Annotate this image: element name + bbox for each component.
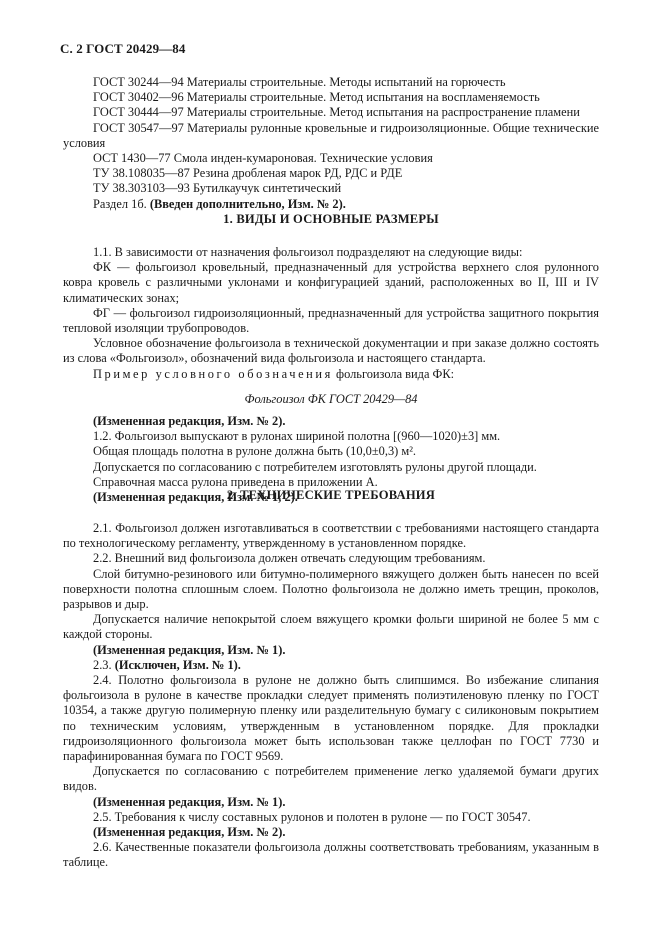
excluded-note: (Исключен, Изм. № 1). xyxy=(114,657,241,672)
edition-note: (Измененная редакция, Изм. № 1). xyxy=(93,642,286,657)
reference-item: ГОСТ 30244—94 Материалы строительные. Методы испытаний на горючесть xyxy=(93,75,506,89)
paragraph: 2.6. Качественные показатели фольгоизола должны соответствовать требованиям, указанным в таблице. xyxy=(63,840,599,870)
paragraph: Условное обозначение фольгоизола в технической документации и при заказе должно состоять из слова «Фольгоизол», обозначений вида фольгоизола и настоящего стандарта. xyxy=(63,336,599,366)
reference-item: ТУ 38.108035—87 Резина дробленая марок РД, РДС и РДЕ xyxy=(93,166,403,181)
spaced-text: Пример условного обозначения xyxy=(93,366,333,381)
paragraph: 2.1. Фольгоизол должен изготавливаться в соответствии с требованиями настоящего стандарта по технологическому регламенту, утвержденному в установленном порядке. xyxy=(63,521,599,551)
edition-note: (Измененная редакция, Изм. № 2). xyxy=(93,825,286,840)
section-2-body xyxy=(63,521,599,871)
references-list xyxy=(63,75,599,212)
section-1 xyxy=(63,212,599,227)
reference-item: ГОСТ 30402—96 Материалы строительные. Метод испытания на воспламеняемость xyxy=(93,90,540,105)
edition-note: (Измененная редакция, Изм. № 1). xyxy=(93,794,286,809)
paragraph: Допускается наличие непокрытой слоем вяжущего кромки фольги шириной не более 5 мм с каждой стороны. xyxy=(63,612,599,642)
paragraph: 1.2. Фольгоизол выпускают в рулонах шириной полотна [(960—1020)±3] мм. xyxy=(93,429,501,444)
paragraph: 2.5. Требования к числу составных рулонов и полотен в рулоне — по ГОСТ 30547. xyxy=(93,809,531,824)
section-1-title: 1. ВИДЫ И ОСНОВНЫЕ РАЗМЕРЫ xyxy=(223,212,439,226)
section-note-prefix: Раздел 1б. xyxy=(93,196,150,211)
section-note-bold: (Введен дополнительно, Изм. № 2). xyxy=(149,196,346,211)
paragraph: Слой битумно-резинового или битумно-полимерного вяжущего должен быть нанесен по всей поверхности полотна сплошным слоем. Полотно фольгоизола не должно иметь трещин, проколов, разрывов и дыр. xyxy=(63,566,599,612)
paragraph xyxy=(63,658,599,673)
paragraph: ФГ — фольгоизол гидроизоляционный, предназначенный для устройства защитного покрытия тепловой изоляции трубопроводов. xyxy=(63,305,599,336)
section-2-title: 2. ТЕХНИЧЕСКИЕ ТРЕБОВАНИЯ xyxy=(226,488,436,502)
paragraph: Общая площадь полотна в рулоне должна быть (10,0±0,3) м². xyxy=(93,444,417,459)
page-header: С. 2 ГОСТ 20429—84 xyxy=(60,41,186,56)
edition-note: (Измененная редакция, Изм. № 1, 2). xyxy=(93,490,298,505)
designation-example: Фольгоизол ФК ГОСТ 20429—84 xyxy=(244,391,418,406)
reference-item: ТУ 38.303103—93 Бутилкаучук синтетический xyxy=(93,181,342,196)
edition-note: (Измененная редакция, Изм. № 2). xyxy=(93,414,286,429)
paragraph: Допускается по согласованию с потребителем применение легко удаляемой бумаги других видов. xyxy=(63,764,599,794)
paragraph: ФК — фольгоизол кровельный, предназначенный для устройства верхнего слоя рулонного ковра кровель с различными уклонами и конфигурацией зданий, расположенных во II, III и IV климатических зонах; xyxy=(63,260,599,305)
paragraph: Справочная масса рулона приведена в приложении А. xyxy=(93,474,378,489)
reference-item: ГОСТ 30444—97 Материалы строительные. Метод испытания на распространение пламени xyxy=(93,105,580,120)
paragraph xyxy=(63,367,599,382)
reference-item: ГОСТ 30547—97 Материалы рулонные кровельные и гидроизоляционные. Общие технические условия xyxy=(63,120,599,150)
section-1-body xyxy=(63,245,599,505)
section-2 xyxy=(63,488,599,503)
paragraph-rest: фольгоизола вида ФК: xyxy=(332,366,455,381)
paragraph: Допускается по согласованию с потребителем изготовлять рулоны другой площади. xyxy=(93,459,537,474)
paragraph: 2.4. Полотно фольгоизола в рулоне не должно быть слипшимся. Во избежание слипания фольгоизола в рулоне в качестве прокладки следует применять полиэтиленовую пленку по ГОСТ 10354, а также другую полимерную пленку или разделительную бумагу с силиконовым покрытием по техническим условиям, утвержденным в установленном порядке. Для прокладки гидроизоляционного фольгоизола может быть использован также целлофан по ГОСТ 7730 и парафинированная бумага по ГОСТ 9569. xyxy=(63,673,599,764)
paragraph: 2.2. Внешний вид фольгоизола должен отвечать следующим требованиям. xyxy=(93,551,486,566)
paragraph-prefix: 2.3. xyxy=(93,657,115,672)
section-note xyxy=(63,197,599,212)
reference-item: ОСТ 1430—77 Смола инден-кумароновая. Технические условия xyxy=(93,151,433,166)
paragraph: 1.1. В зависимости от назначения фольгоизол подразделяют на следующие виды: xyxy=(93,245,523,259)
